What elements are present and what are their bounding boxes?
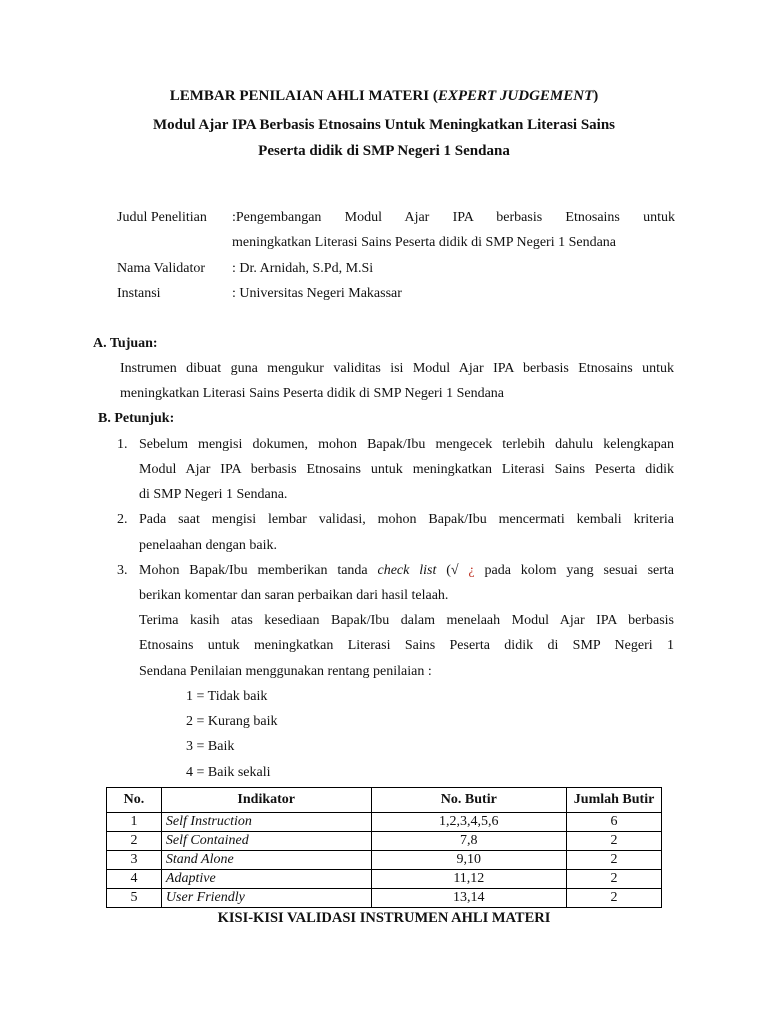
cell-no: 2	[107, 832, 162, 851]
cell-no-butir: 13,14	[371, 889, 567, 908]
thanks-line3: Sendana Penilaian menggunakan rentang penilaian :	[139, 664, 432, 679]
cell-indikator: Stand Alone	[161, 851, 371, 870]
section-a-line2: meningkatkan Literasi Sains Peserta didik di SMP Negeri 1 Sendana	[120, 386, 505, 401]
judul-value-line1: :Pengembangan Modul Ajar IPA berbasis Etnosains untuk	[232, 210, 675, 225]
document-subtitle-line1: Modul Ajar IPA Berbasis Etnosains Untuk Meningkatkan Literasi Sains	[152, 117, 616, 133]
cell-indikator: Adaptive	[161, 870, 371, 889]
table-row	[107, 851, 662, 870]
header-jumlah-butir: Jumlah Butir	[567, 788, 662, 813]
table-caption: KISI-KISI VALIDASI INSTRUMEN AHLI MATERI	[217, 910, 551, 926]
cell-indikator: User Friendly	[161, 889, 371, 908]
table-row	[107, 889, 662, 908]
item2-line1: Pada saat mengisi lembar validasi, mohon Bapak/Ibu mencermati kembali kriteria	[139, 512, 674, 527]
instansi-label: Instansi	[117, 286, 161, 301]
section-b-heading: B. Petunjuk:	[98, 411, 175, 426]
cell-no-butir: 9,10	[371, 851, 567, 870]
header-indikator: Indikator	[161, 788, 371, 813]
scale-item-4: 4 = Baik sekali	[186, 765, 271, 780]
instansi-value: : Universitas Negeri Makassar	[232, 286, 402, 301]
header-no: No.	[107, 788, 162, 813]
item3-line1	[139, 563, 674, 579]
judul-label: Judul Penelitian	[117, 210, 207, 225]
cell-jumlah-butir: 2	[567, 832, 662, 851]
document-title	[0, 88, 768, 105]
title-italic: EXPERT JUDGEMENT	[437, 88, 594, 104]
item3-check-symbol: (√	[436, 563, 459, 578]
document-subtitle-line2: Peserta didik di SMP Negeri 1 Sendana	[258, 143, 510, 159]
cell-no-butir: 1,2,3,4,5,6	[371, 813, 567, 832]
thanks-line2: Etnosains untuk meningkatkan Literasi Sains Peserta didik di SMP Negeri 1	[139, 638, 674, 653]
cell-no: 4	[107, 870, 162, 889]
section-a-heading: A. Tujuan:	[93, 336, 158, 351]
title-prefix: LEMBAR PENILAIAN AHLI MATERI (	[169, 88, 438, 104]
item1-line3: di SMP Negeri 1 Sendana.	[139, 487, 288, 502]
cell-jumlah-butir: 2	[567, 851, 662, 870]
scale-item-3: 3 = Baik	[186, 739, 235, 754]
item1-line1: Sebelum mengisi dokumen, mohon Bapak/Ibu mengecek terlebih dahulu kelengkapan	[139, 437, 674, 452]
item3-text-italic: check list	[377, 563, 437, 578]
header-no-butir: No. Butir	[371, 788, 567, 813]
cell-jumlah-butir: 2	[567, 889, 662, 908]
item3-text-pre: Mohon Bapak/Ibu memberikan tanda	[139, 563, 378, 578]
item2-number: 2.	[117, 512, 128, 527]
item3-text-post: pada kolom yang sesuai serta	[474, 563, 674, 578]
cell-jumlah-butir: 2	[567, 870, 662, 889]
cell-indikator: Self Contained	[161, 832, 371, 851]
table-row	[107, 813, 662, 832]
judul-value-line2: meningkatkan Literasi Sains Peserta didik di SMP Negeri 1 Sendana	[232, 235, 617, 250]
item1-number: 1.	[117, 437, 128, 452]
item3-line2: berikan komentar dan saran perbaikan dari hasil telaah.	[139, 588, 449, 603]
scale-item-1: 1 = Tidak baik	[186, 689, 268, 704]
validator-label: Nama Validator	[117, 261, 205, 276]
table-row	[107, 832, 662, 851]
cell-no-butir: 7,8	[371, 832, 567, 851]
item1-line2: Modul Ajar IPA berbasis Etnosains untuk meningkatkan Literasi Sains Peserta didik	[139, 462, 674, 477]
item2-line2: penelaahan dengan baik.	[139, 538, 277, 553]
table-header-row	[107, 788, 662, 813]
kisi-kisi-table	[106, 787, 662, 908]
scale-item-2: 2 = Kurang baik	[186, 714, 278, 729]
title-suffix: )	[593, 88, 599, 104]
table-row	[107, 870, 662, 889]
validator-value: : Dr. Arnidah, S.Pd, M.Si	[232, 261, 374, 276]
cell-no-butir: 11,12	[371, 870, 567, 889]
item3-number: 3.	[117, 563, 128, 578]
cell-no: 5	[107, 889, 162, 908]
section-a-line1: Instrumen dibuat guna mengukur validitas isi Modul Ajar IPA berbasis Etnosains untuk	[120, 361, 674, 376]
cell-indikator: Self Instruction	[161, 813, 371, 832]
cell-no: 3	[107, 851, 162, 870]
thanks-line1: Terima kasih atas kesediaan Bapak/Ibu dalam menelaah Modul Ajar IPA berbasis	[139, 613, 674, 628]
item3-inverted-question-mark: ¿	[468, 563, 475, 578]
cell-jumlah-butir: 6	[567, 813, 662, 832]
cell-no: 1	[107, 813, 162, 832]
